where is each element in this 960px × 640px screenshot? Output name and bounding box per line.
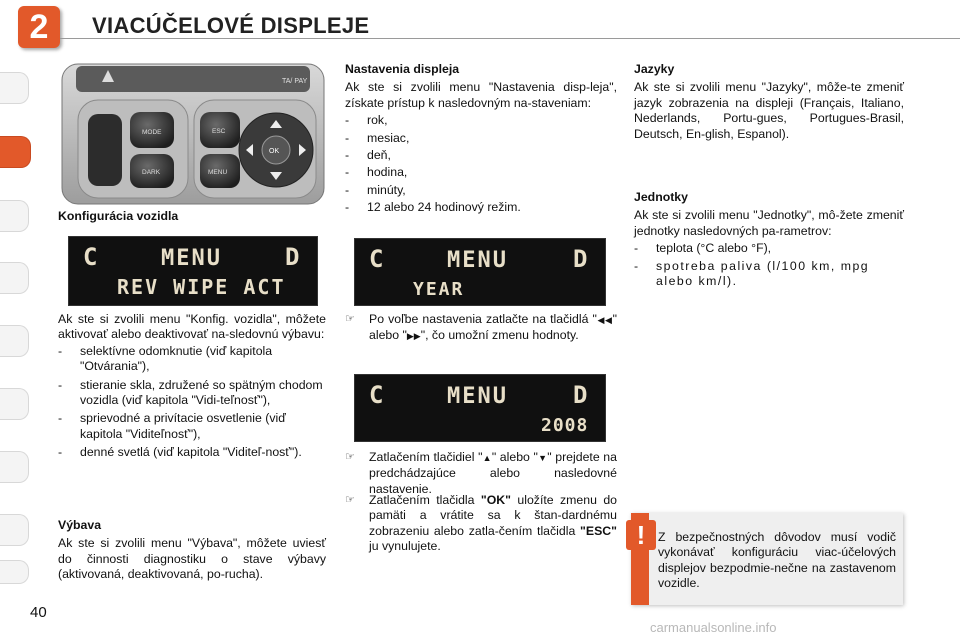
list-item: - spotreba paliva (l/100 km, mpg alebo km/l). (634, 258, 870, 289)
esc-label: ESC (212, 128, 226, 135)
list-item: - teplota (°C alebo °F), (634, 241, 772, 256)
down-arrow-icon: ▼ (537, 453, 548, 463)
step-2 (345, 450, 617, 497)
pointing-hand-icon: ☞ (345, 494, 355, 506)
display-year (354, 238, 606, 306)
konfiguracia-section (58, 312, 326, 461)
nastavenia-intro: Ak ste si zvolili menu "Nastavenia disp-leja", získate prístup k nasledovným na-staveniam: (345, 80, 617, 110)
step-item: ☞ Po voľbe nastavenia zatlačte na tlačidlá "◀◀" alebo "▶▶", čo umožní zmenu hodnoty. (345, 312, 617, 343)
display-line2: YEAR (413, 279, 465, 300)
up-arrow-icon: ▲ (482, 453, 492, 463)
rewind-icon: ◀◀ (596, 315, 613, 325)
list-item: - 12 alebo 24 hodinový režim. (345, 200, 521, 215)
display-bracket-right: D (573, 381, 588, 409)
menu-label: MENU (208, 169, 228, 176)
display-line2: REV WIPE ACT (117, 275, 286, 299)
nastavenia-title: Nastavenia displeja (345, 62, 460, 76)
pointing-hand-icon: ☞ (345, 313, 355, 325)
konfiguracia-caption: Konfigurácia vozidla (58, 209, 179, 223)
chapter-badge: 2 (18, 6, 60, 48)
tafpay-label: TA/ PAY (282, 78, 308, 85)
display-menu: MENU (161, 246, 222, 271)
chapter-tab-9[interactable] (0, 560, 29, 584)
vybava-title: Výbava (58, 518, 102, 532)
pointing-hand-icon: ☞ (345, 451, 355, 463)
chapter-tab-7[interactable] (0, 451, 29, 483)
list-item: - rok, (345, 113, 388, 128)
chapter-tab-6[interactable] (0, 388, 29, 420)
vybava-text: Ak ste si zvolili menu "Výbava", môžete uviesť do činnosti diagnostiku o stave výbavy (aktivovaná, deaktivovaná, po-rucha). (58, 536, 326, 582)
display-bracket-right: D (573, 245, 588, 273)
display-rev-wipe-act (68, 236, 318, 306)
fast-forward-icon: ▶▶ (406, 331, 421, 342)
konfiguracia-intro: Ak ste si zvolili menu "Konfig. vozidla", môžete aktivovať alebo deaktivovať na-sledovnú výbavu: (58, 312, 326, 342)
display-bracket-left: C (369, 381, 384, 409)
warning-text: Z bezpečnostných dôvodov musí vodič vykonávať konfiguráciu viac-účelových displejov bezpodmie-nečne na zastavenom vozidle. (658, 530, 896, 591)
control-panel-image (56, 60, 328, 208)
display-menu: MENU (447, 248, 508, 273)
exclamation-icon: ! (626, 520, 656, 550)
display-bracket-right: D (285, 243, 300, 271)
step-3 (345, 493, 617, 555)
jednotky-title: Jednotky (634, 190, 688, 204)
list-item: - minúty, (345, 182, 406, 197)
jazyky-section (634, 62, 904, 142)
list-item: - selektívne odomknutie (viď kapitola "Otvárania"), (58, 343, 273, 374)
step-item: ☞ Zatlačením tlačidiel "▲" alebo "▼" prejdete na predchádzajúce alebo nasledovné nastavenie. (345, 450, 617, 496)
jazyky-title: Jazyky (634, 62, 675, 76)
chapter-tab-3[interactable] (0, 200, 29, 232)
jazyky-text: Ak ste si zvolili menu "Jazyky", môže-te zmeniť jazyk zobrazenia na displeji (Français, Italiano, Nederlands, Portu-gues, Portugues-Brasil, Deutsch, En-glish, Espanol). (634, 80, 904, 141)
list-item: - deň, (345, 148, 391, 163)
dark-label: DARK (142, 169, 161, 176)
list-item: - sprievodné a privítacie osvetlenie (viď kapitola "Viditeľnosť"), (58, 411, 286, 441)
chapter-tab-5[interactable] (0, 325, 29, 357)
list-item: - hodina, (345, 165, 408, 180)
chapter-tab-2-active[interactable] (0, 136, 31, 168)
watermark: carmanualsonline.info (650, 620, 777, 635)
nastavenia-section (345, 62, 617, 216)
list-item: - denné svetlá (viď kapitola "Viditeľ-nosť"). (58, 445, 302, 460)
display-bracket-left: C (369, 245, 384, 273)
list-item: - mesiac, (345, 130, 410, 145)
display-bracket-left: C (83, 243, 98, 271)
chapter-tab-1[interactable] (0, 72, 29, 104)
page-title: VIACÚČELOVÉ DISPLEJE (92, 13, 370, 38)
display-line2: 2008 (541, 415, 589, 436)
jednotky-intro: Ak ste si zvolili menu "Jednotky", mô-žete zmeniť jednotky nasledovných pa-rametrov: (634, 208, 904, 238)
chapter-tab-4[interactable] (0, 262, 29, 294)
display-2008 (354, 374, 606, 442)
display-menu: MENU (447, 384, 508, 409)
step-1 (345, 312, 617, 345)
list-item: - stieranie skla, združené so spätným chodom vozidla (viď kapitola "Vidi-teľnosť"), (58, 377, 323, 408)
page-number: 40 (30, 604, 47, 621)
ok-label: OK (269, 148, 280, 155)
step-item: ☞ Zatlačením tlačidla "OK" uložíte zmenu do pamäti a vrátite sa k štan-dardnému zobrazeniu alebo zatla-čením tlačidla "ESC" ju vynulujete. (345, 493, 617, 554)
chapter-tab-8[interactable] (0, 514, 29, 546)
vybava-section (58, 518, 326, 583)
jednotky-section (634, 190, 904, 289)
mode-label: MODE (142, 129, 162, 136)
